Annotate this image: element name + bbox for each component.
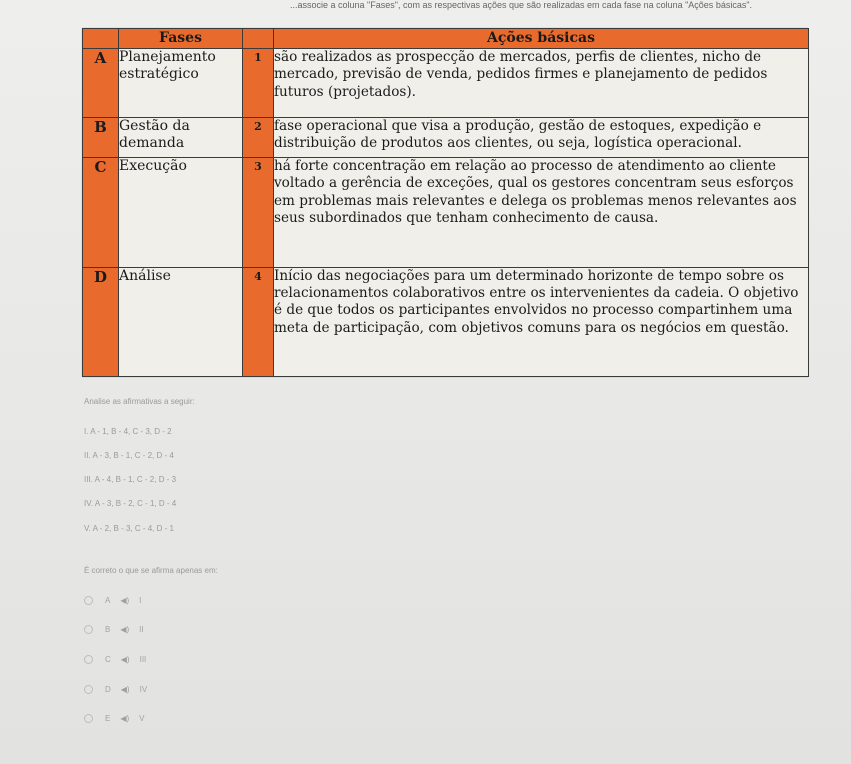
row-letter: D (83, 268, 119, 377)
row-phase: Análise (119, 268, 243, 377)
analyze-prompt: Analise as afirmativas a seguir: (84, 397, 195, 406)
row-action: há forte concentração em relação ao processo de atendimento ao cliente voltado a gerência de exceções, qual os gestores concentram seus esforços em problemas mais relevantes e delega os problemas menos relevantes aos seus subordinados que tenham conhecimento de causa. (274, 158, 809, 268)
row-action: Início das negociações para um determinado horizonte de tempo sobre os relacionamentos colaborativos entre os intervenientes da cadeia. O objetivo é de que todos os participantes envolvidos no processo compartinhem uma meta de participação, com objetivos comuns para os negócios em questão. (274, 268, 809, 377)
row-action: são realizados as prospecção de mercados, perfis de clientes, nicho de mercado, previsão de venda, pedidos firmes e planejamento de pedidos futuros (projetados). (274, 49, 809, 118)
radio-button[interactable] (84, 596, 93, 605)
matching-table (82, 28, 809, 377)
speaker-icon[interactable]: ◀) (120, 685, 130, 694)
radio-button[interactable] (84, 655, 93, 664)
statement-5: V. A - 2, B - 3, C - 4, D - 1 (84, 524, 174, 533)
statement-4: IV. A - 3, B - 2, C - 1, D - 4 (84, 499, 177, 508)
row-letter: B (83, 117, 119, 157)
statement-1: I. A - 1, B - 4, C - 3, D - 2 (84, 427, 172, 436)
radio-button[interactable] (84, 625, 93, 634)
option-value: II (139, 625, 144, 634)
option-letter: D (105, 685, 111, 694)
table-row (83, 268, 809, 377)
option-value: III (139, 655, 147, 664)
table-row (83, 158, 809, 268)
row-number: 1 (243, 49, 274, 118)
row-phase: Planejamento estratégico (119, 49, 243, 118)
speaker-icon[interactable]: ◀) (120, 714, 130, 723)
row-number: 2 (243, 117, 274, 157)
speaker-icon[interactable]: ◀) (120, 625, 130, 634)
option-letter: A (105, 596, 111, 605)
option-letter: C (105, 655, 111, 664)
radio-button[interactable] (84, 714, 93, 723)
option-letter: B (105, 625, 111, 634)
matching-table-image (82, 28, 808, 377)
option-e[interactable] (84, 714, 145, 723)
option-c[interactable] (84, 655, 146, 664)
row-letter: C (83, 158, 119, 268)
option-b[interactable] (84, 625, 144, 634)
row-action: fase operacional que visa a produção, gestão de estoques, expedição e distribuição de produtos aos clientes, ou seja, logística operacional. (274, 117, 809, 157)
option-d[interactable] (84, 685, 147, 694)
option-value: IV (139, 685, 148, 694)
statement-2: II. A - 3, B - 1, C - 2, D - 4 (84, 451, 174, 460)
row-phase: Execução (119, 158, 243, 268)
table-row (83, 49, 809, 118)
option-value: I (139, 596, 142, 605)
row-number: 3 (243, 158, 274, 268)
option-letter: E (105, 714, 111, 723)
speaker-icon[interactable]: ◀) (120, 655, 130, 664)
header-letter-cell (83, 29, 119, 49)
question-header-text: ...associe a coluna "Fases", com as respectivas ações que são realizadas em cada fase na coluna "Ações básicas". (290, 0, 753, 10)
row-phase: Gestão da demanda (119, 117, 243, 157)
header-number-cell (243, 29, 274, 49)
row-letter: A (83, 49, 119, 118)
speaker-icon[interactable]: ◀) (120, 596, 130, 605)
question-text: É correto o que se afirma apenas em: (84, 566, 218, 575)
radio-button[interactable] (84, 685, 93, 694)
header-phases: Fases (119, 29, 243, 49)
header-actions: Ações básicas (274, 29, 809, 49)
table-row (83, 117, 809, 157)
option-a[interactable] (84, 596, 141, 605)
statement-3: III. A - 4, B - 1, C - 2, D - 3 (84, 475, 177, 484)
option-value: V (139, 714, 145, 723)
row-number: 4 (243, 268, 274, 377)
